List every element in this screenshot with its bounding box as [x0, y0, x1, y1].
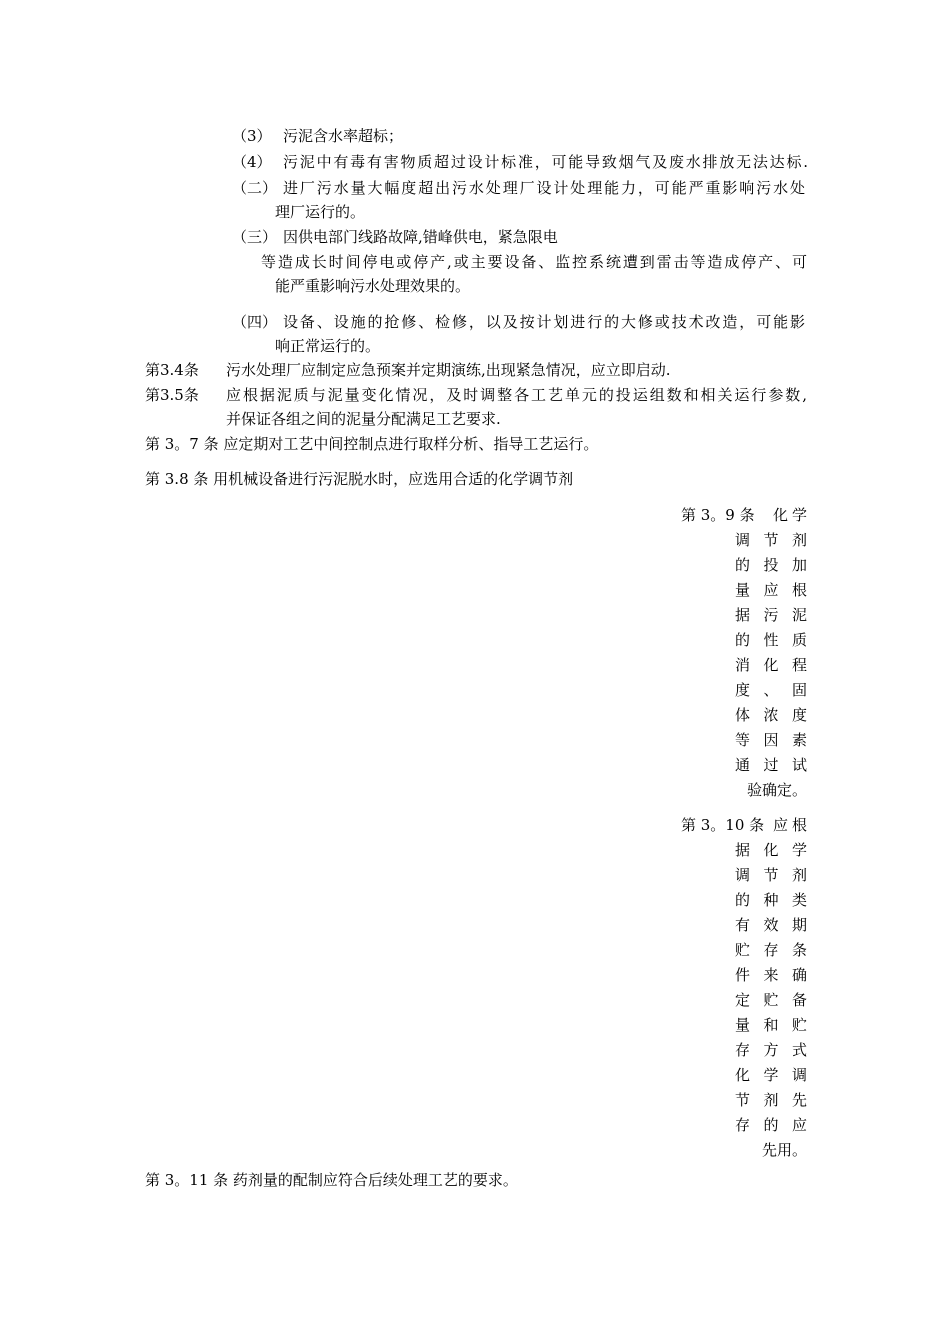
column-line: 通过试 [735, 756, 807, 774]
column-line: 先用。 [761, 1141, 807, 1159]
column-line: 验确定。 [746, 781, 807, 799]
column-line: 据污泥 [735, 606, 807, 624]
clause-number: （三） [232, 228, 278, 246]
column-line: 调节剂 [735, 866, 807, 884]
clause-number: （二） [232, 179, 278, 197]
article-label: 第 3。10 条 [681, 816, 765, 834]
column-line: 节剂先 [735, 1091, 807, 1109]
clause-text: 设备、设施的抢修、检修，以及按计划进行的大修或技术改造，可能影 [283, 313, 805, 331]
column-line: 的种类 [735, 891, 807, 909]
column-line: 件来确 [735, 966, 807, 984]
column-line: 化学 [773, 506, 807, 524]
item-number: （3） [232, 127, 272, 145]
article-text: 应根据泥质与泥量变化情况，及时调整各工艺单元的投运组数和相关运行参数, [226, 386, 807, 404]
column-line: 的性质 [735, 631, 807, 649]
column-line: 存方式 [735, 1041, 807, 1059]
column-line: 量应根 [735, 581, 807, 599]
article-label: 第3.5条 [145, 386, 199, 404]
article-label: 第3.4条 [145, 361, 199, 379]
column-line: 存的应 [735, 1116, 807, 1134]
column-line: 度、固 [735, 681, 807, 699]
item-number: （4） [232, 153, 272, 171]
column-line: 消化程 [735, 656, 807, 674]
column-line: 贮存条 [735, 941, 807, 959]
column-line: 量和贮 [735, 1016, 807, 1034]
clause-text: 响正常运行的。 [275, 337, 381, 355]
clause-text: 等造成长时间停电或停产,或主要设备、监控系统遭到雷击等造成停产、可 [261, 253, 807, 271]
column-line: 定贮备 [735, 991, 807, 1009]
column-line: 有效期 [735, 916, 807, 934]
clause-text: 因供电部门线路故障,错峰供电，紧急限电 [283, 228, 558, 246]
article-text: 污水处理厂应制定应急预案并定期演练,出现紧急情况，应立即启动. [226, 361, 671, 379]
clause-text: 能严重影响污水处理效果的。 [275, 277, 471, 295]
article-label: 第 3。9 条 [681, 506, 755, 524]
column-line: 等因素 [735, 731, 807, 749]
column-line: 的投加 [735, 556, 807, 574]
clause-number: （四） [232, 313, 278, 331]
column-line: 化学调 [735, 1066, 807, 1084]
column-line: 调节剂 [735, 531, 807, 549]
article-paragraph: 第 3。11 条 药剂量的配制应符合后续处理工艺的要求。 [145, 1171, 518, 1189]
article-text: 并保证各组之间的泥量分配满足工艺要求. [226, 410, 501, 428]
article-paragraph: 第 3。7 条 应定期对工艺中间控制点进行取样分析、指导工艺运行。 [145, 435, 599, 453]
column-line: 据化学 [735, 841, 807, 859]
article-paragraph: 第 3.8 条 用机械设备进行污泥脱水时，应选用合适的化学调节剂 [145, 470, 574, 488]
clause-text: 进厂污水量大幅度超出污水处理厂设计处理能力，可能严重影响污水处 [283, 179, 805, 197]
column-line: 应根 [773, 816, 807, 834]
item-text: 污泥中有毒有害物质超过设计标准，可能导致烟气及废水排放无法达标. [283, 153, 808, 171]
column-line: 体浓度 [735, 706, 807, 724]
item-text: 污泥含水率超标； [283, 127, 404, 145]
clause-text: 理厂运行的。 [275, 203, 366, 221]
